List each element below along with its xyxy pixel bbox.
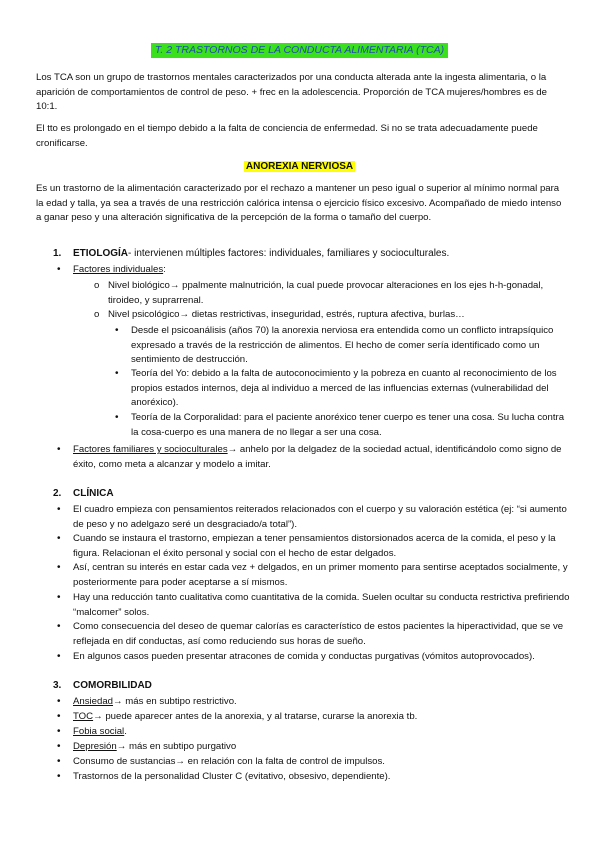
- bullet-dot-icon: •: [57, 444, 61, 455]
- bullet-dot-icon: •: [57, 741, 61, 752]
- ansiedad-label: Ansiedad: [73, 696, 114, 707]
- bullet-dot-icon: •: [115, 368, 119, 379]
- comorbilidad-item: [73, 725, 573, 740]
- bullet-dot-icon: •: [57, 756, 61, 767]
- bullet-circle-icon: o: [94, 309, 100, 320]
- section-comorbilidad: [53, 680, 152, 691]
- nivel-psicologico: Nivel psicológico→ dietas restrictivas, inseguridad, estrés, ruptura afectiva, burlas…: [108, 309, 465, 320]
- section-clinica: [53, 488, 114, 499]
- page-title: T. 2 TRASTORNOS DE LA CONDUCTA ALIMENTARIA (TCA): [151, 43, 448, 58]
- section-number: 1.: [53, 248, 62, 259]
- bullet-dot-icon: •: [57, 562, 61, 573]
- teoria-corporalidad-item: Teoría de la Corporalidad: para el paciente anoréxico tener cuerpo es tener una cosa. Su lucha contra la cosa-cuerpo es una manera de no llegar a ser una cosa.: [131, 412, 565, 438]
- clinica-item: El cuadro empieza con pensamientos reiterados relacionados con el cuerpo y su valoración estética (ej: “si aumento de peso y no adelgazo seré un desgraciado/a total”).: [73, 504, 567, 530]
- clinica-item: En algunos casos pueden presentar atracones de comida y conductas purgativas (vómitos autoprovocados).: [73, 651, 535, 662]
- bullet-dot-icon: •: [57, 504, 61, 515]
- anorexia-heading-block: [0, 160, 599, 173]
- section-title: ETIOLOGÍA: [73, 248, 128, 259]
- title-block: [0, 43, 599, 58]
- bullet-dot-icon: •: [57, 592, 61, 603]
- section-number: 3.: [53, 680, 62, 691]
- toc-label: TOC: [73, 711, 94, 722]
- bullet-dot-icon: •: [57, 771, 61, 782]
- factores-familiares-text: → anhelo por la delgadez de la sociedad actual, identificándolo como signo de éxito, como meta a alcanzar y modelo a imitar.: [73, 444, 562, 470]
- anorexia-heading: ANOREXIA NERVIOSA: [245, 161, 354, 172]
- comorbilidad-item: Trastornos de la personalidad Cluster C (evitativo, obsesivo, dependiente).: [73, 771, 391, 782]
- bullet-dot-icon: •: [57, 696, 61, 707]
- depresion-text: → más en subtipo purgativo: [116, 741, 237, 752]
- factores-familiares-item: [73, 443, 573, 472]
- clinica-item: Hay una reducción tanto cualitativa como cuantitativa de la comida. Suelen ocultar su conducta restrictiva prefiriendo “malcomer” solos.: [73, 592, 570, 618]
- depresion-label: Depresión: [73, 741, 117, 752]
- bullet-dot-icon: •: [115, 325, 119, 336]
- bullet-dot-icon: •: [57, 533, 61, 544]
- clinica-item: Así, centran su interés en estar cada vez + delgados, en un primer momento para sentirse aceptados socialmente, y posteriormente para poder aceptarse a sí mismos.: [73, 562, 568, 588]
- section-title: CLÍNICA: [73, 488, 114, 499]
- ansiedad-text: → más en subtipo restrictivo.: [113, 696, 237, 707]
- intro-paragraph-1: Los TCA son un grupo de trastornos mentales caracterizados por una conducta alterada ante la ingesta alimentaria, o la aparición de comportamientos de control de peso. + frec en la adolescencia. Proporción de TCA mujeres/hombres es de 10:1.: [36, 72, 547, 112]
- factores-familiares-label: Factores familiares y socioculturales: [73, 444, 228, 455]
- etiologia-intro: - intervienen múltiples factores: individuales, familiares y socioculturales.: [128, 248, 450, 259]
- nivel-biologico: Nivel biológico→ ppalmente malnutrición, la cual puede provocar alteraciones en los ejes h-h-gonadal, tiroideo, y suprarrenal.: [108, 280, 544, 306]
- bullet-dot-icon: •: [57, 651, 61, 662]
- clinica-item: Cuando se instaura el trastorno, empiezan a tener pensamientos distorsionados acerca de la comida, el peso y la figura. Relacionan el éxito personal y social con el hecho de estar delgados.: [73, 533, 556, 559]
- toc-text: → puede aparecer antes de la anorexia, y al tratarse, curarse la anorexia tb.: [93, 711, 418, 722]
- bullet-dot-icon: •: [57, 726, 61, 737]
- fobia-social-label: Fobia social: [73, 726, 125, 737]
- comorbilidad-item: [73, 695, 573, 710]
- list-item: Factores individuales:: [73, 264, 166, 275]
- bullet-dot-icon: •: [57, 264, 61, 275]
- comorbilidad-item: [73, 740, 573, 755]
- psicoanalisis-item: Desde el psicoanálisis (años 70) la anorexia nerviosa era entendida como un conflicto intrapsíquico expresado a través de la restricción de alimentos. El hecho de comer sería identificado como un sentimiento de destrucción.: [131, 325, 554, 365]
- factores-individuales-label: Factores individuales: [73, 264, 164, 275]
- bullet-circle-icon: o: [94, 280, 100, 291]
- bullet-dot-icon: •: [57, 711, 61, 722]
- fobia-social-text: .: [124, 726, 127, 737]
- comorbilidad-item: [73, 710, 573, 725]
- anorexia-definition: Es un trastorno de la alimentación caracterizado por el rechazo a mantener un peso igual o superior al mínimo normal para la edad y talla, ya sea a través de una restricción calórica intensa o ejercicio físico excesivo. Acompañado de miedo intenso a ganar peso y una alteración significativa de la percepción de la forma o tamaño del cuerpo.: [36, 183, 562, 223]
- comorbilidad-item: Consumo de sustancias→ en relación con la falta de control de impulsos.: [73, 756, 385, 767]
- section-number: 2.: [53, 488, 62, 499]
- bullet-dot-icon: •: [57, 621, 61, 632]
- section-title: COMORBILIDAD: [73, 680, 152, 691]
- bullet-dot-icon: •: [115, 412, 119, 423]
- clinica-item: Como consecuencia del deseo de quemar calorías es característico de estos pacientes la hiperactividad, que se ve reflejada en dif conductas, así como reduciendo sus horas de sueño.: [73, 621, 564, 647]
- teoria-yo-item: Teoría del Yo: debido a la falta de autoconocimiento y la pobreza en cuanto al reconocimiento de los propios estados internos, deja al individuo a merced de las influencias externas (vulnerabilidad del anoréxico).: [131, 368, 557, 408]
- section-etiologia: [53, 248, 449, 259]
- intro-paragraph-2: El tto es prolongado en el tiempo debido a la falta de conciencia de enfermedad. Si no se trata adecuadamente puede cronificarse.: [36, 123, 538, 149]
